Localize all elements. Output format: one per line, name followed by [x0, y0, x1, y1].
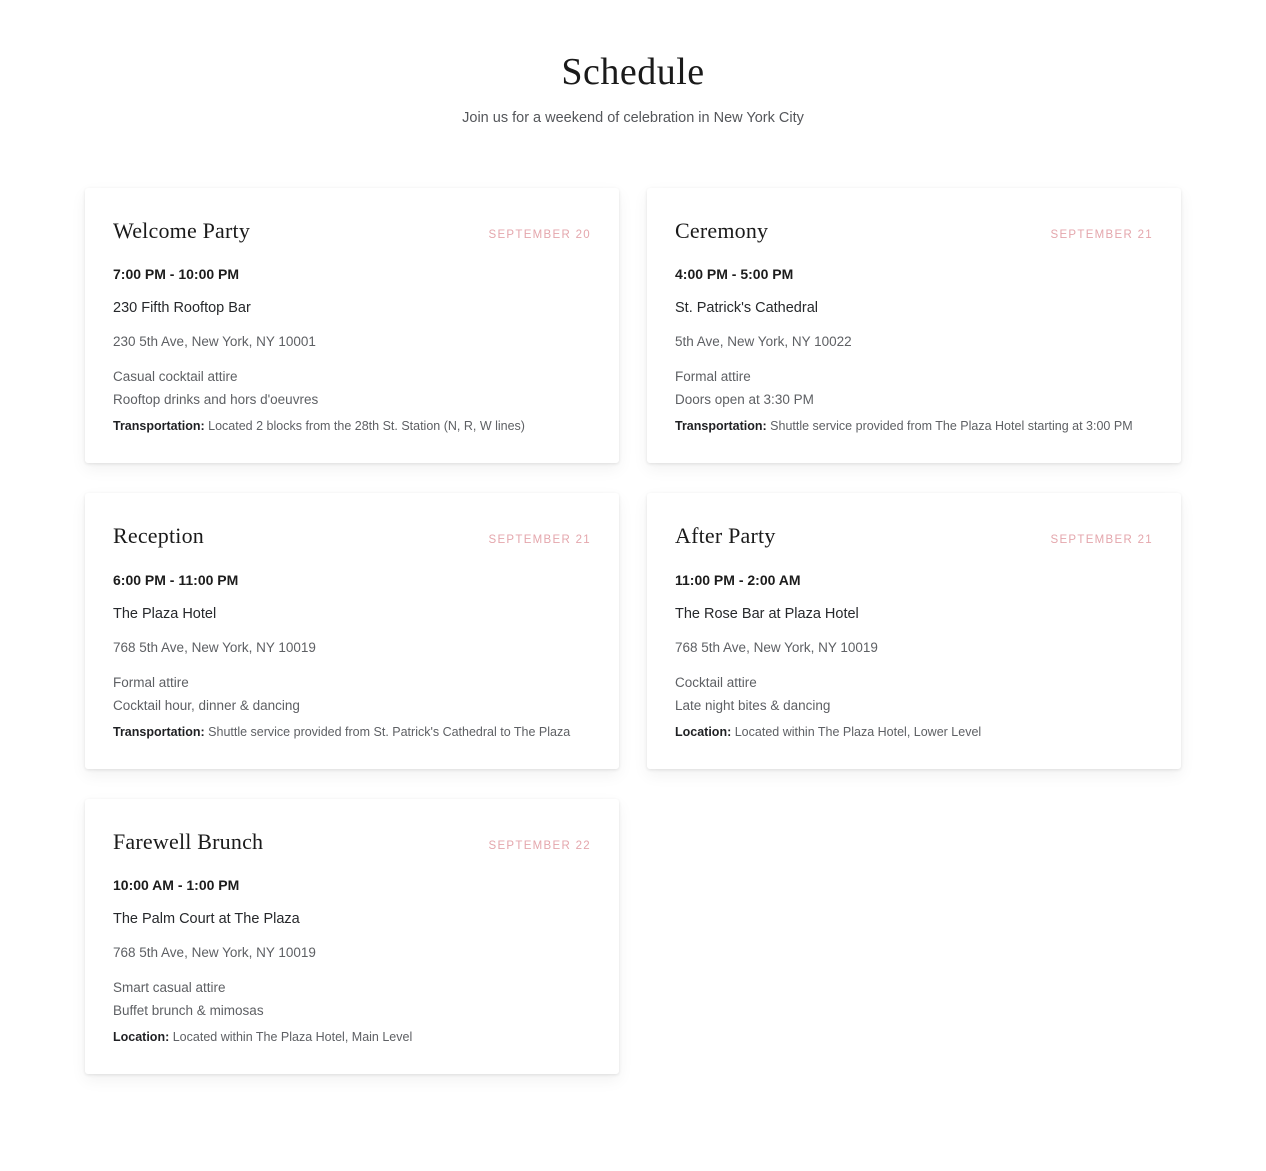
event-note-text: Shuttle service provided from The Plaza Hotel starting at 3:00 PM: [770, 419, 1133, 434]
event-note: [113, 723, 591, 741]
event-venue: St. Patrick's Cathedral: [675, 300, 818, 317]
event-date: SEPTEMBER 22: [488, 839, 591, 852]
event-title: Farewell Brunch: [113, 828, 264, 854]
event-venue: The Rose Bar at Plaza Hotel: [675, 605, 859, 622]
event-title: After Party: [675, 523, 776, 549]
event-note-text: Located within The Plaza Hotel, Main Level: [172, 1030, 413, 1045]
event-card-header: [113, 829, 591, 855]
event-detail: Cocktail hour, dinner & dancing: [113, 697, 300, 713]
event-card-farewell-brunch: [85, 799, 619, 1075]
event-detail: Buffet brunch & mimosas: [113, 1003, 264, 1019]
event-attire: Casual cocktail attire: [113, 369, 238, 385]
event-address: 5th Ave, New York, NY 10022: [675, 334, 852, 350]
page-title: Schedule: [561, 51, 705, 93]
event-detail: Doors open at 3:30 PM: [675, 392, 814, 408]
event-venue: The Plaza Hotel: [113, 605, 217, 622]
event-time: 10:00 AM - 1:00 PM: [113, 877, 240, 894]
event-title: Ceremony: [675, 217, 769, 243]
event-card-reception: [85, 493, 619, 769]
event-address: 768 5th Ave, New York, NY 10019: [113, 945, 316, 961]
event-detail: Late night bites & dancing: [675, 697, 831, 713]
event-date: SEPTEMBER 21: [1050, 228, 1153, 241]
event-time: 4:00 PM - 5:00 PM: [675, 266, 794, 283]
event-card-welcome-party: [85, 188, 619, 464]
event-address: 768 5th Ave, New York, NY 10019: [675, 639, 878, 655]
event-detail: Rooftop drinks and hors d'oeuvres: [113, 392, 319, 408]
event-attire: Formal attire: [675, 369, 751, 385]
event-attire: Formal attire: [113, 674, 189, 690]
event-date: SEPTEMBER 21: [1050, 534, 1153, 547]
schedule-grid: [85, 188, 1181, 1075]
page-header: [0, 52, 1266, 126]
event-note-label: Transportation:: [113, 419, 205, 434]
event-note-label: Location:: [675, 724, 732, 739]
event-date: SEPTEMBER 21: [488, 534, 591, 547]
event-note-label: Location:: [113, 1030, 170, 1045]
event-title: Welcome Party: [113, 217, 251, 243]
event-note: [113, 417, 591, 435]
event-attire: Smart casual attire: [113, 980, 226, 996]
event-date: SEPTEMBER 20: [488, 228, 591, 241]
event-note-text: Located 2 blocks from the 28th St. Station (N, R, W lines): [208, 419, 525, 434]
event-note-text: Shuttle service provided from St. Patrick's Cathedral to The Plaza: [208, 724, 571, 739]
event-time: 11:00 PM - 2:00 AM: [675, 571, 801, 588]
event-title: Reception: [113, 523, 204, 549]
event-note-label: Transportation:: [675, 419, 767, 434]
event-address: 230 5th Ave, New York, NY 10001: [113, 334, 316, 350]
event-time: 6:00 PM - 11:00 PM: [113, 571, 239, 588]
event-venue: 230 Fifth Rooftop Bar: [113, 300, 251, 317]
event-note-label: Transportation:: [113, 724, 205, 739]
event-card-header: [113, 523, 591, 549]
event-time: 7:00 PM - 10:00 PM: [113, 266, 240, 283]
event-card-ceremony: [647, 188, 1181, 464]
event-note-text: Located within The Plaza Hotel, Lower Level: [734, 724, 982, 739]
page-subtitle: Join us for a weekend of celebration in New York City: [462, 109, 804, 126]
event-card-header: [113, 218, 591, 244]
event-note: [113, 1028, 591, 1046]
event-attire: Cocktail attire: [675, 674, 757, 690]
event-card-after-party: [647, 493, 1181, 769]
event-card-header: [675, 523, 1153, 549]
event-address: 768 5th Ave, New York, NY 10019: [113, 639, 316, 655]
event-card-header: [675, 218, 1153, 244]
event-note: [675, 417, 1153, 435]
event-venue: The Palm Court at The Plaza: [113, 911, 300, 928]
event-note: [675, 723, 1153, 741]
